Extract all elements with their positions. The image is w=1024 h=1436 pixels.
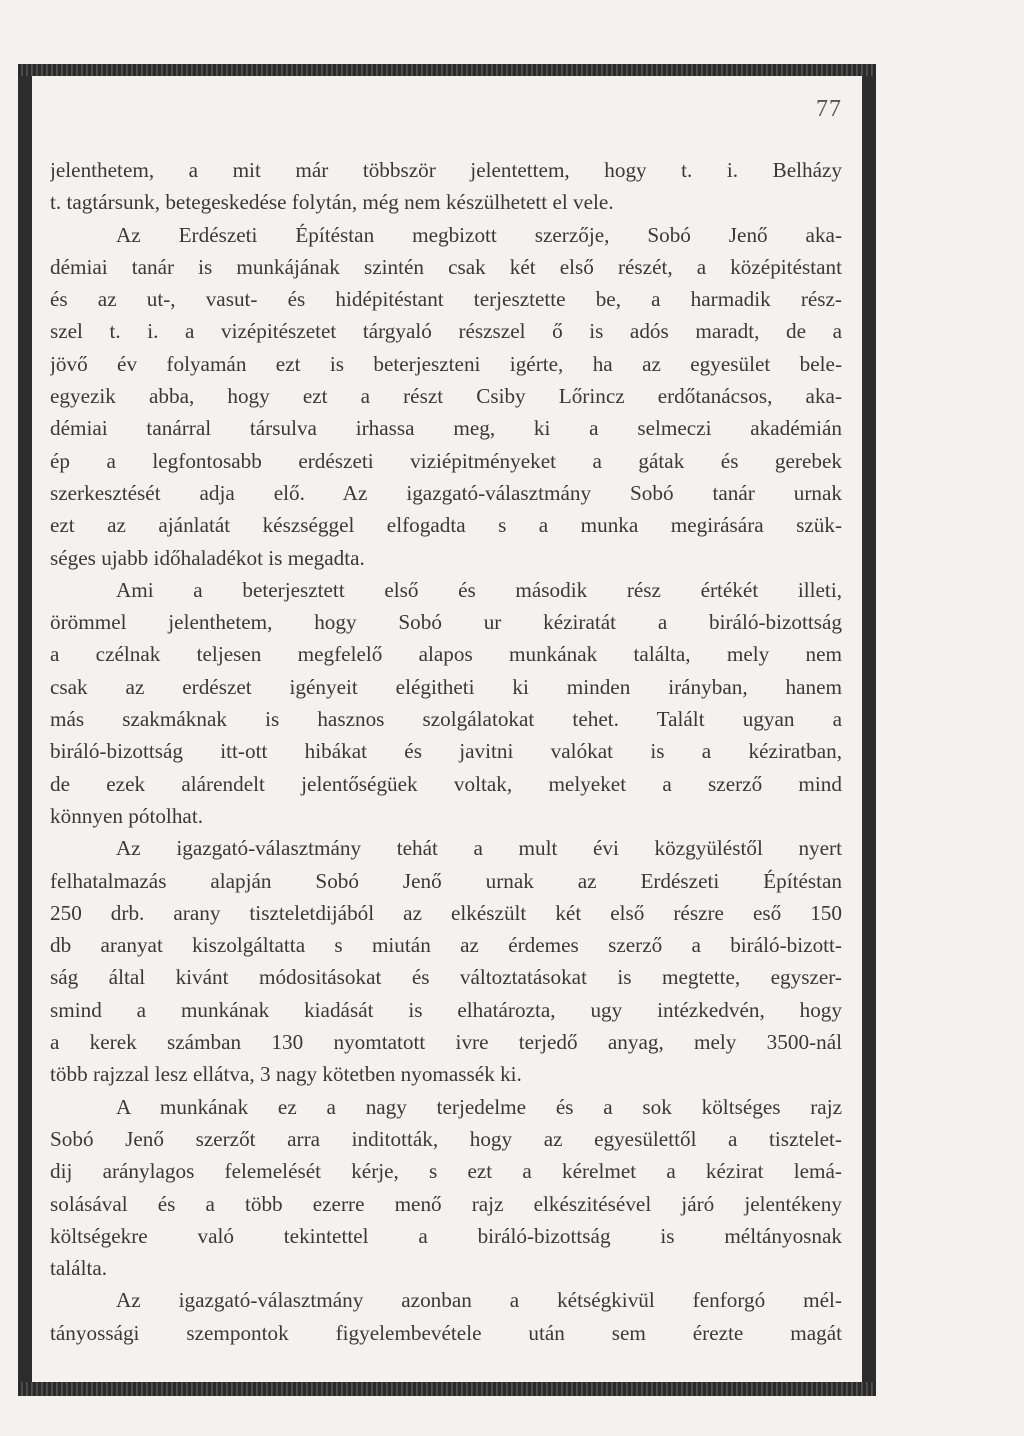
text-line: más szakmáknak is hasznos szolgálatokat tehet. Talált ugyan a	[50, 707, 842, 732]
text-line: de ezek alárendelt jelentőségüek voltak, melyeket a szerző mind	[50, 771, 842, 796]
text-line: ezt az ajánlatát készséggel elfogadta s a munka megirására szük-	[50, 513, 842, 538]
text-line: ép a legfontosabb erdészeti viziépitményeket a gátak és gerebek	[50, 448, 842, 473]
text-line: egyezik abba, hogy ezt a részt Csiby Lőrincz erdőtanácsos, aka-	[50, 384, 842, 409]
text-line: Az igazgató-választmány tehát a mult évi közgyüléstől nyert	[116, 836, 842, 861]
text-line: biráló-bizottság itt-ott hibákat és javitni valókat is a kéziratban,	[50, 739, 842, 764]
text-line: és az ut-, vasut- és hidépitéstant terjesztette be, a harmadik rész-	[50, 287, 842, 312]
text-line: db aranyat kiszolgáltatta s miután az érdemes szerző a biráló-bizott-	[50, 933, 842, 958]
text-line: felhatalmazás alapján Sobó Jenő urnak az Erdészeti Építéstan	[50, 868, 842, 893]
text-line: dij aránylagos felemelését kérje, s ezt a kérelmet a kézirat lemá-	[50, 1159, 842, 1184]
frame-left-border	[18, 64, 32, 1396]
text-line: smind a munkának kiadását is elhatározta, ugy intézkedvén, hogy	[50, 997, 842, 1022]
text-line: a czélnak teljesen megfelelő alapos munkának találta, mely nem	[50, 642, 842, 667]
text-line: A munkának ez a nagy terjedelme és a sok költséges rajz	[116, 1094, 842, 1119]
text-line: több rajzzal lesz ellátva, 3 nagy kötetben nyomassék ki.	[50, 1062, 522, 1087]
text-line: Ami a beterjesztett első és második rész értékét illeti,	[116, 577, 842, 602]
text-line: 250 drb. arany tiszteletdijából az elkészült két első részre eső 150	[50, 900, 842, 925]
text-line: jelenthetem, a mit már többször jelentettem, hogy t. i. Belházy	[50, 158, 842, 182]
text-line: jövő év folyamán ezt is beterjeszteni igérte, ha az egyesület bele-	[50, 351, 842, 376]
text-line: t. tagtársunk, betegeskedése folytán, még nem készülhetett el vele.	[50, 190, 614, 215]
text-line: szerkesztését adja elő. Az igazgató-választmány Sobó tanár urnak	[50, 480, 842, 505]
text-line: költségekre való tekintettel a biráló-bizottság is méltányosnak	[50, 1223, 842, 1248]
body-text	[50, 154, 842, 1349]
text-line: ság által kivánt módositásokat és változtatásokat is megtette, egyszer-	[50, 965, 842, 990]
text-line: solásával és a több ezerre menő rajz elkészitésével járó jelentékeny	[50, 1191, 842, 1216]
frame-top-border	[18, 64, 876, 76]
page-number: 77	[816, 96, 842, 122]
frame-bottom-border	[18, 1382, 876, 1396]
text-line: könnyen pótolhat.	[50, 803, 203, 828]
text-line: csak az erdészet igényeit elégitheti ki minden irányban, hanem	[50, 674, 842, 699]
text-line: démiai tanár is munkájának szintén csak két első részét, a középitéstant	[50, 254, 842, 279]
frame-right-border	[862, 64, 876, 1396]
text-line: örömmel jelenthetem, hogy Sobó ur kéziratát a biráló-bizottság	[50, 610, 842, 635]
text-line: találta.	[50, 1256, 108, 1281]
text-line: Az Erdészeti Építéstan megbizott szerzője, Sobó Jenő aka-	[116, 222, 842, 247]
text-line: séges ujabb időhaladékot is megadta.	[50, 545, 365, 570]
text-line: szel t. i. a vizépitészetet tárgyaló részszel ő is adós maradt, de a	[50, 319, 842, 344]
text-line: Az igazgató-választmány azonban a kétségkivül fenforgó mél-	[116, 1288, 842, 1313]
text-line: tányossági szempontok figyelembevétele után sem érezte magát	[50, 1320, 842, 1345]
text-line: Sobó Jenő szerzőt arra inditották, hogy az egyesülettől a tisztelet-	[50, 1126, 842, 1151]
text-line: démiai tanárral társulva irhassa meg, ki a selmeczi akadémián	[50, 416, 842, 441]
text-line: a kerek számban 130 nyomtatott ivre terjedő anyag, mely 3500-nál	[50, 1030, 842, 1055]
